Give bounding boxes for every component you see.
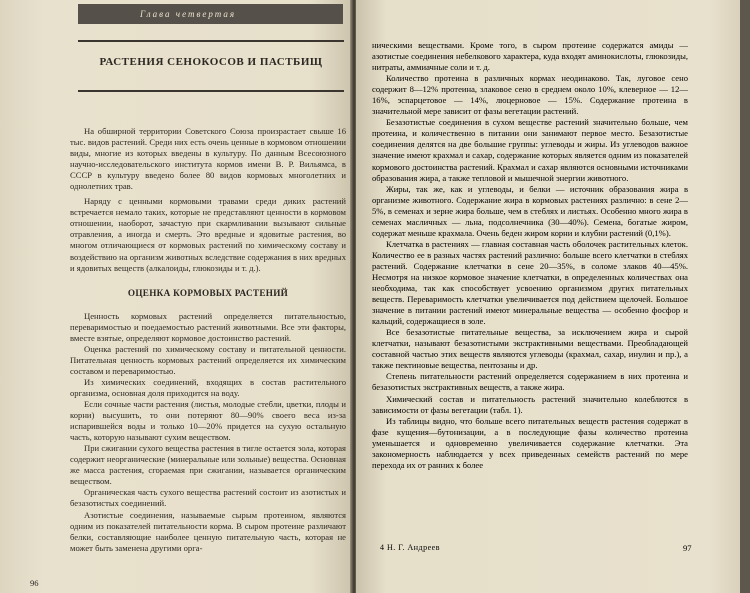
intro-paragraph: Наряду с ценными кормовыми травами среди диких растений встречается немало таких, которые не представляют ценности в кормовом отношении, наоборот, зачастую при скармливании вызывают сильные отравления, а иногда и смерть. Это вредные и ядовитые растения, во многом отличающиеся от кормовых растений по химическому составу и воздействию на организм животных вследствие содержания в них вредных и ядовитых веществ (алкалоиды, глюкозиды и т. д.). xyxy=(70,196,346,273)
body-paragraph: Азотистые соединения, называемые сырым протеином, являются одним из показателей питательности корма. В сыром протеине различают белки, составляющие наиболее ценную питательную часть, которая не может быть заменена другими орга- xyxy=(70,509,346,553)
right-text-column xyxy=(372,40,688,471)
body-paragraph: Жиры, так же, как и углеводы, и белки — источник образования жира в организме животного. Содержание жира в кормовых растениях различно: в сене 2—5%, в семенах и зерне жира больше, чем в стеблях и листьях. Особенно много жира в семенах масличных — льна, подсолнечника (30—40%). Семена, богатые жиром, содержат меньше крахмала. Очень беден жиром корни и клубни растений (0,1%). xyxy=(372,183,688,238)
section-heading: ОЦЕНКА КОРМОВЫХ РАСТЕНИЙ xyxy=(127,287,289,298)
title-rule-bottom xyxy=(78,90,344,92)
body-paragraph: Все безазотистые питательные вещества, за исключением жира и сырой клетчатки, называют безазотистыми экстрактивными веществами. Преобладающей составной частью этих веществ являются углеводы (крахмал, сахар, инулин и пр.), а также пектиновые вещества, пентозаны и др. xyxy=(372,327,688,371)
body-paragraph: Ценность кормовых растений определяется питательностью, переваримостью и поедаемостью растений животными. Все эти факторы, вместе взятые, определяют кормовое достоинство растений. xyxy=(70,310,346,343)
page-number-left: 96 xyxy=(30,578,39,588)
body-paragraph: Оценка растений по химическому составу и питательной ценности. Питательная ценность кормовых растений определяется их химическим составом и переваримостью. xyxy=(70,343,346,376)
page-edge xyxy=(740,0,750,593)
body-paragraph: Клетчатка в растениях — главная составная часть оболочек растительных клеток. Количество ее в разных частях растений различно: больше всего клетчатки в стеблях растений. Содержание клетчатки в сене 20—35%, в соломе злаков 40—45%. Несмотря на низкое кормовое значение клетчатки, в определенных количествах она необходима, так как способствует усвоению организмом других питательных веществ. Переваримость клетчатки увеличивается под действием щелочей. Большое значение в питании растений имеют минеральные вещества — особенно фосфор и кальций, содержащиеся в золе. xyxy=(372,238,688,327)
body-paragraph: Если сочные части растения (листья, молодые стебли, цветки, плоды и корни) высушить, то они потеряют 80—90% своего веса из-за испарившейся воды и только 10—20% придется на сухую остальную часть, которую называют сухим веществом. xyxy=(70,399,346,443)
page-number-right: 97 xyxy=(683,543,692,553)
body-paragraph: Степень питательности растений определяется содержанием в них протеина и безазотистых экстрактивных веществ, а также жира. xyxy=(372,371,688,393)
body-paragraph: Из таблицы видно, что больше всего питательных веществ растения содержат в фазе кущения—бутонизации, а в последующие фазы количество протеина уменьшается и одновременно увеличивается содержание клетчатки. Эта закономерность наблюдается у всех приведенных семейств растений по мере перехода их от ранних к более xyxy=(372,415,688,470)
body-paragraph: Органическая часть сухого вещества растений состоит из азотистых и безазотистых соединений. xyxy=(70,487,346,509)
body-paragraph: Безазотистые соединения в сухом веществе растений значительно больше, чем протеина, и количественно в питании они занимают первое место. Безазотистые соединения делятся на две большие группы: углеводы и жиры. Из углеводов важное значение имеют крахмал и сахар, содержание которых является одним из показателей кормового достоинства растений. Крахмал и сахар являются основными источниками образования жира, а также тепловой и мышечной энергии животного. xyxy=(372,117,688,183)
body-paragraph: ническими веществами. Кроме того, в сыром протеине содержатся амиды — азотистые соединения небелкового характера, куда входят аминокислоты, глюкозиды, нитраты, аммиачные соли и т. д. xyxy=(372,40,688,73)
printer-signature: 4 Н. Г. Андреев xyxy=(380,543,441,552)
left-text-column xyxy=(70,126,346,554)
left-page xyxy=(0,0,352,593)
body-paragraph: Химический состав и питательность растений значительно колеблются в зависимости от фазы вегетации (табл. 1). xyxy=(372,393,688,415)
running-head: Глава четвертая xyxy=(78,4,343,24)
chapter-title: РАСТЕНИЯ СЕНОКОСОВ И ПАСТБИЩ xyxy=(99,56,323,68)
body-paragraph: Из химических соединений, входящих в состав растительного организма, основная доля приходится на воду. xyxy=(70,376,346,398)
body-paragraph: Количество протеина в различных кормах неодинаково. Так, луговое сено содержит 8—12% протеина, злаковое сено в среднем около 10%, клеверное — 12—16%, эспарцетовое — 14%, люцерновое — 15%. Содержание протеина в значительной мере зависит от фазы вегетации растений. xyxy=(372,73,688,117)
intro-paragraph: На обширной территории Советского Союза произрастает свыше 16 тыс. видов растений. Среди них есть очень ценные в кормовом отношении виды, многие из которых введены в культуру. По данным Всесоюзного научно-исследовательского института кормов имени В. Р. Вильямса, в СССР в культуру введено более 80 видов кормовых многолетних и однолетних трав. xyxy=(70,126,346,192)
body-paragraph: При сжигании сухого вещества растения в тигле остается зола, которая содержит неорганические (минеральные или зольные) вещества. Основная же масса растения, сгораемая при сжигании, называется органическим веществом. xyxy=(70,443,346,487)
title-rule-top xyxy=(78,40,344,42)
